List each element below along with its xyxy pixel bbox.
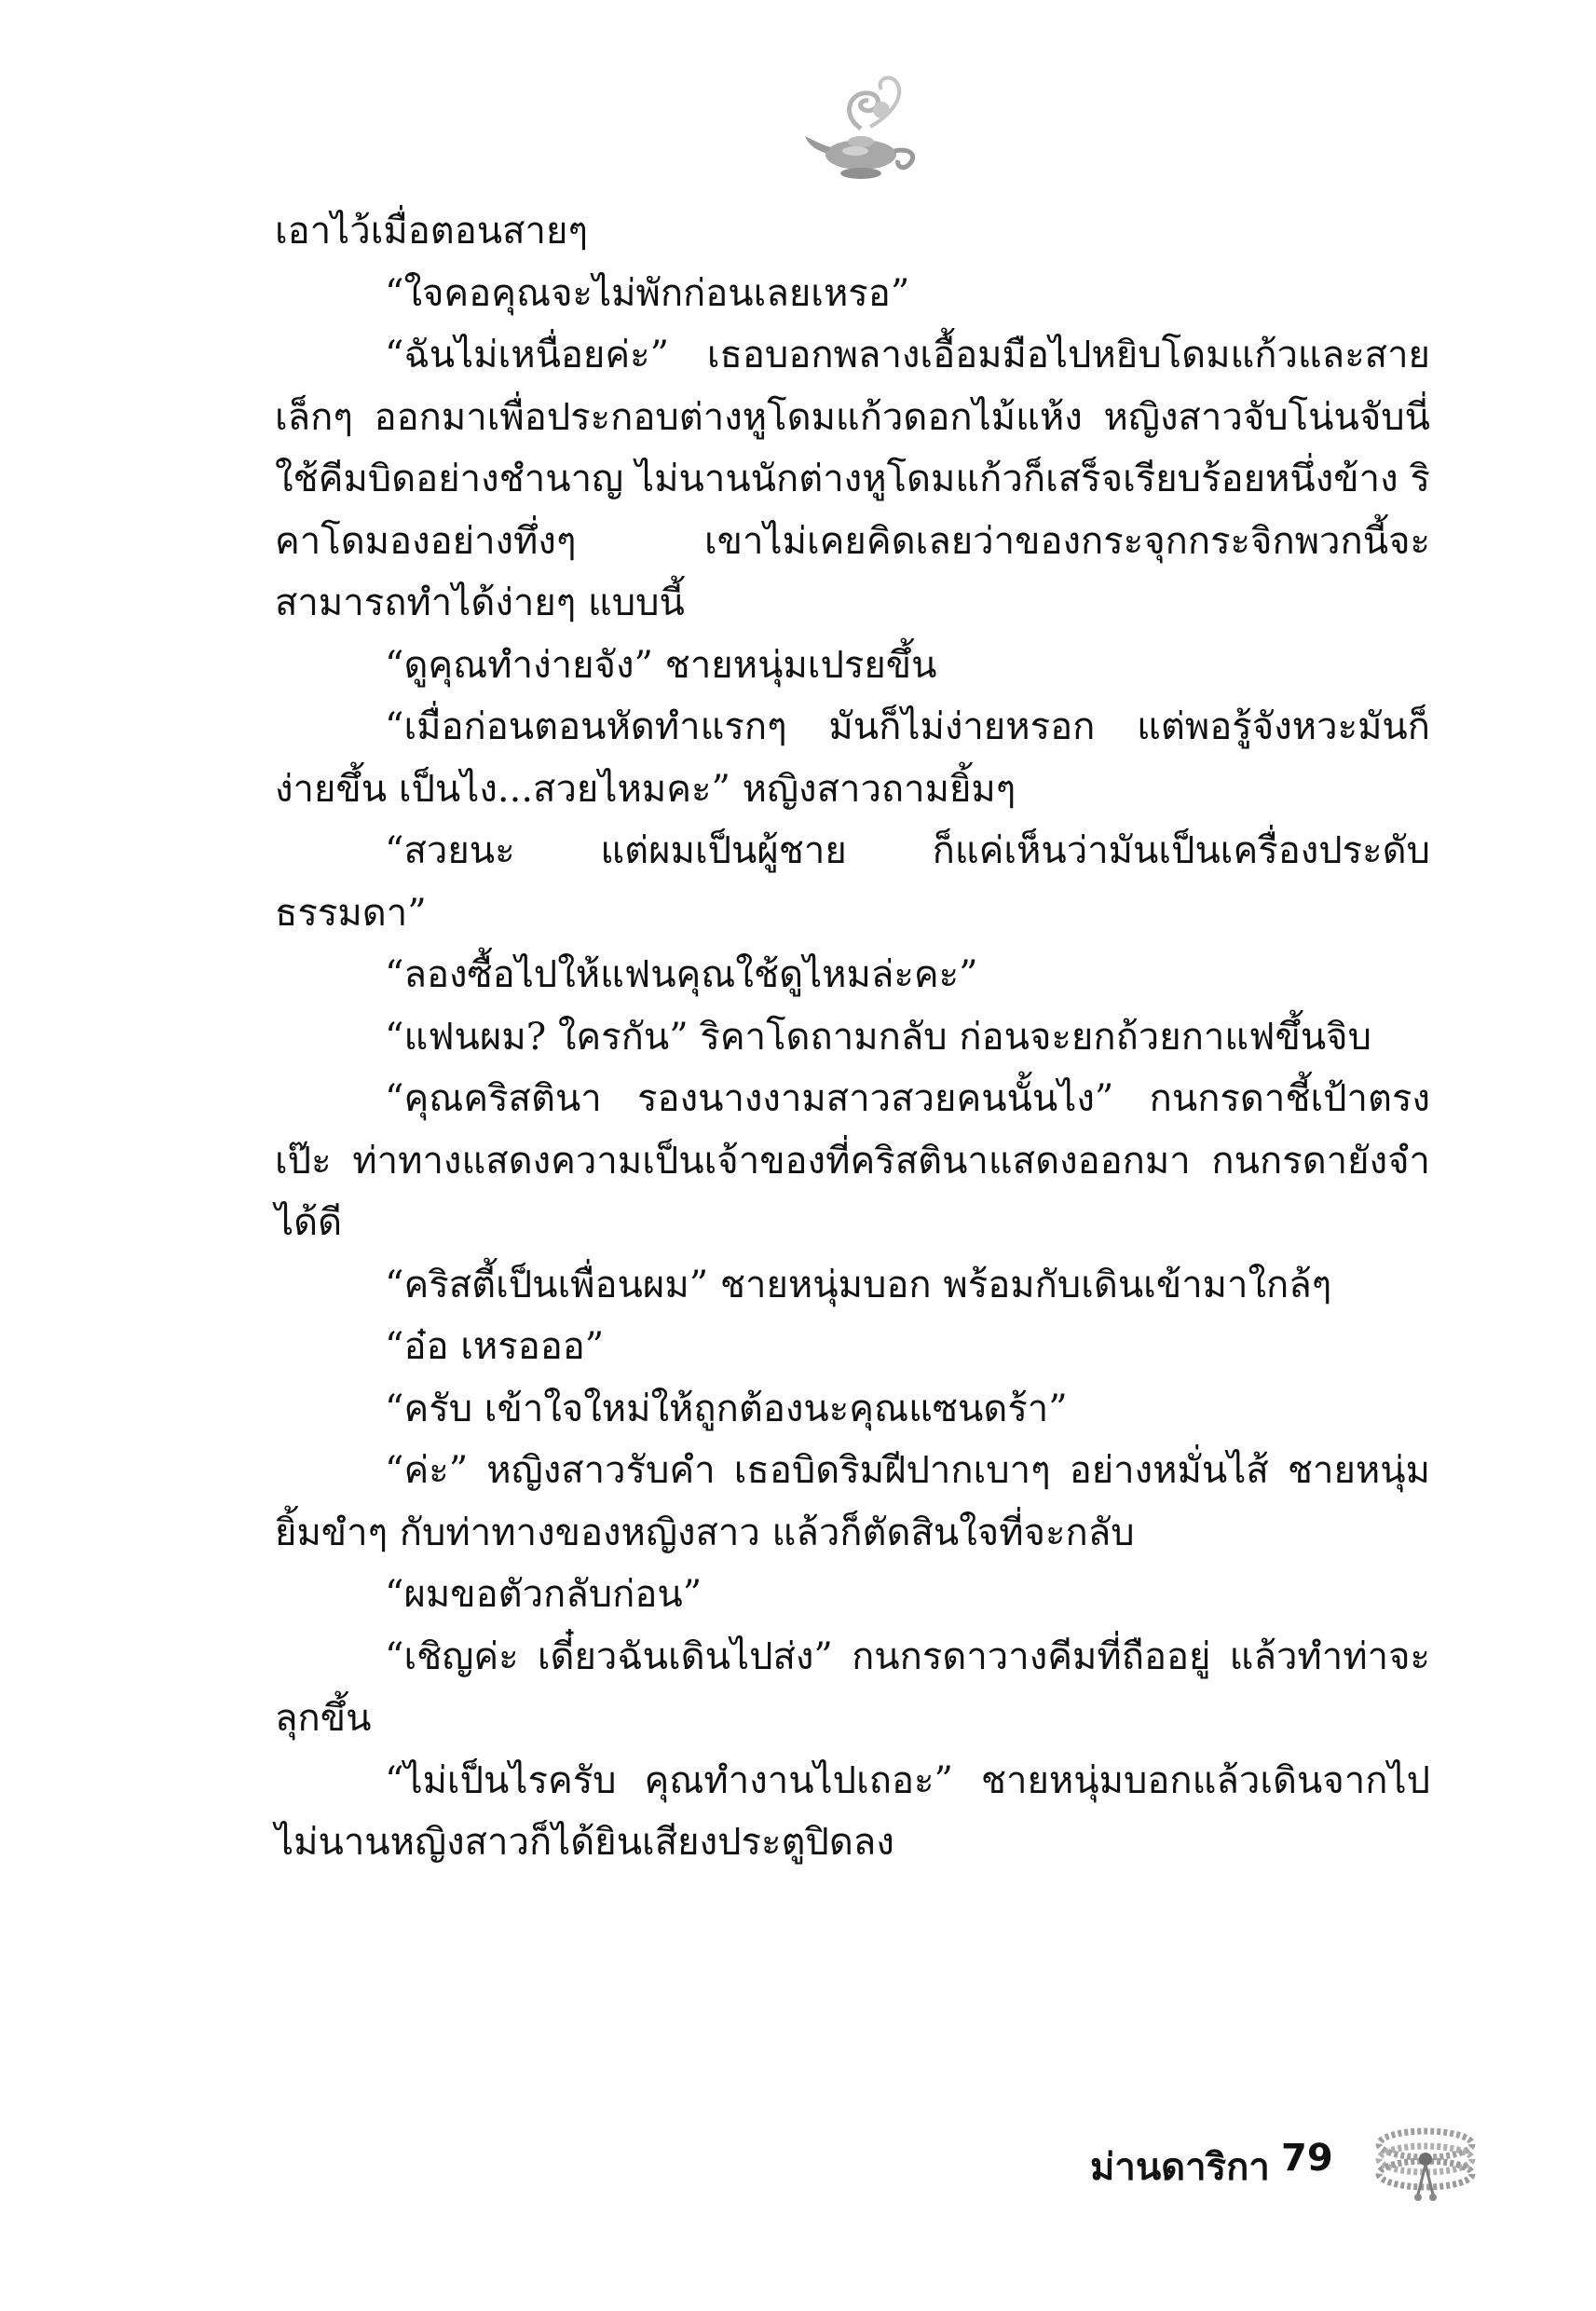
page-number: 79 [1281, 2137, 1333, 2180]
paragraph: “เมื่อก่อนตอนหัดทำแรกๆ มันก็ไม่ง่ายหรอก แต่พอรู้จังหวะมันก็ง่ายขึ้น เป็นไง...สวยไหมคะ” หญิงสาวถามยิ้มๆ [275, 705, 1430, 811]
paragraph: “ดูคุณทำง่ายจัง” ชายหนุ่มเปรยขึ้น [385, 643, 937, 687]
paragraph: “ไม่เป็นไรครับ คุณทำงานไปเถอะ” ชายหนุ่มบอกแล้วเดินจากไปไม่นานหญิงสาวก็ได้ยินเสียงประตูปิดลง [275, 1758, 1430, 1864]
paragraph: “ค่ะ” หญิงสาวรับคำ เธอบิดริมฝีปากเบาๆ อย่างหมั่นไส้ ชายหนุ่มยิ้มขำๆ กับท่าทางของหญิงสาว แล้วก็ตัดสินใจที่จะกลับ [275, 1449, 1430, 1554]
paragraph: “ผมขอตัวกลับก่อน” [385, 1573, 703, 1616]
body-text [275, 200, 1430, 1874]
book-title: ม่านดาริกา [1090, 2146, 1270, 2189]
bead-bracelet-icon [1370, 2111, 1481, 2213]
page-footer [1062, 2111, 1491, 2213]
magic-lamp-icon [803, 73, 924, 185]
paragraph: “คริสตี้เป็นเพื่อนผม” ชายหนุ่มบอก พร้อมกับเดินเข้ามาใกล้ๆ [385, 1263, 1332, 1306]
paragraph: “ฉันไม่เหนื่อยค่ะ” เธอบอกพลางเอื้อมมือไปหยิบโดมแก้วและสายเล็กๆ ออกมาเพื่อประกอบต่างหูโดมแก้วดอกไม้แห้ง หญิงสาวจับโน่นจับนี่ ใช้คีมบิดอย่างชำนาญ ไม่นานนักต่างหูโดมแก้วก็เสร็จเรียบร้อยหนึ่งข้าง ริคาโดมองอย่างทึ่งๆ เขาไม่เคยคิดเลยว่าของกระจุกกระจิกพวกนี้จะสามารถทำได้ง่ายๆ แบบนี้ [275, 334, 1430, 624]
paragraph: “ใจคอคุณจะไม่พักก่อนเลยเหรอ” [385, 271, 910, 315]
paragraph: “แฟนผม? ใครกัน” ริคาโดถามกลับ ก่อนจะยกถ้วยกาแฟขึ้นจิบ [385, 1015, 1371, 1059]
paragraph: “สวยนะ แต่ผมเป็นผู้ชาย ก็แค่เห็นว่ามันเป็นเครื่องประดับธรรมดา” [275, 829, 1430, 935]
paragraph: “อ๋อ เหรอออ” [385, 1325, 605, 1368]
paragraph: “คุณคริสตินา รองนางงามสาวสวยคนนั้นไง” กนกรดาชี้เป้าตรงเป๊ะ ท่าทางแสดงความเป็นเจ้าของที่คริสตินาแสดงออกมา กนกรดายังจำได้ดี [275, 1077, 1430, 1244]
paragraph: “ลองซื้อไปให้แฟนคุณใช้ดูไหมล่ะคะ” [385, 953, 978, 996]
paragraph: “ครับ เข้าใจใหม่ให้ถูกต้องนะคุณแซนดร้า” [385, 1387, 1068, 1430]
paragraph: “เชิญค่ะ เดี๋ยวฉันเดินไปส่ง” กนกรดาวางคีมที่ถืออยู่ แล้วทำท่าจะลุกขึ้น [275, 1634, 1430, 1740]
paragraph: เอาไว้เมื่อตอนสายๆ [275, 210, 588, 253]
